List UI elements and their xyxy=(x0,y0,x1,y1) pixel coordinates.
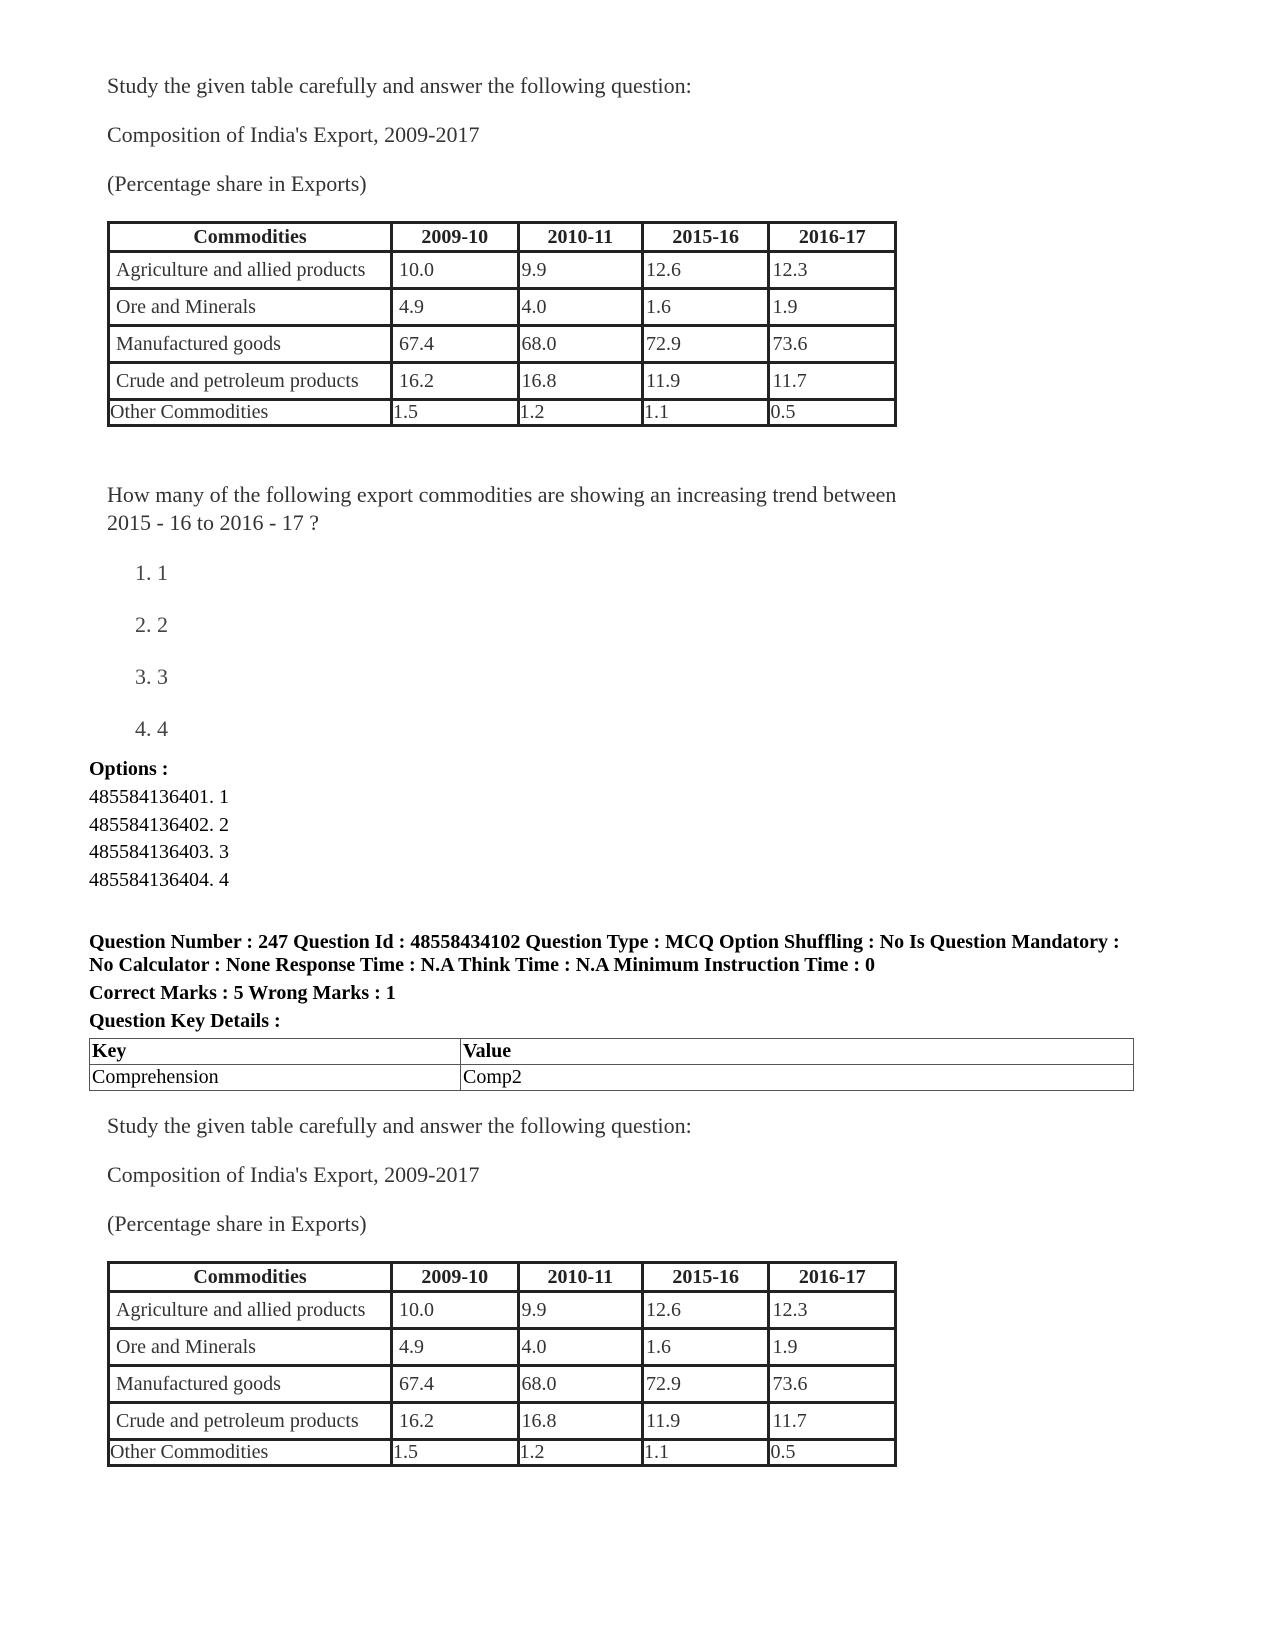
value-cell: 68.0 xyxy=(518,326,642,363)
value-cell: 73.6 xyxy=(769,326,896,363)
table-row xyxy=(90,1065,1134,1091)
value-cell: 4.9 xyxy=(392,1329,519,1366)
value-cell: 9.9 xyxy=(518,252,642,289)
key-table-header-row xyxy=(90,1039,1134,1065)
question-text xyxy=(107,481,896,537)
value-cell: 10.0 xyxy=(392,252,519,289)
value-cell: 0.5 xyxy=(769,400,896,426)
table-subtitle: (Percentage share in Exports) xyxy=(107,171,367,196)
key-cell: Comprehension xyxy=(90,1065,461,1091)
value-cell: 1.2 xyxy=(518,1440,642,1466)
value-cell: Comp2 xyxy=(461,1065,1134,1091)
table-row xyxy=(109,252,896,289)
commodity-cell: Other Commodities xyxy=(109,400,392,426)
value-cell: 16.8 xyxy=(518,363,642,400)
table-subtitle: (Percentage share in Exports) xyxy=(107,1211,367,1236)
header-2010-11: 2010-11 xyxy=(518,223,642,252)
value-header: Value xyxy=(461,1039,1134,1065)
value-cell: 4.9 xyxy=(392,289,519,326)
value-cell: 10.0 xyxy=(392,1292,519,1329)
table-row xyxy=(109,400,896,426)
commodity-cell: Crude and petroleum products xyxy=(109,1403,392,1440)
value-cell: 1.9 xyxy=(769,289,896,326)
header-2010-11: 2010-11 xyxy=(518,1263,642,1292)
value-cell: 1.1 xyxy=(642,400,769,426)
question-meta-line: No Calculator : None Response Time : N.A Think Time : N.A Minimum Instruction Time : 0 xyxy=(89,954,875,976)
value-cell: 73.6 xyxy=(769,1366,896,1403)
value-cell: 1.6 xyxy=(642,1329,769,1366)
value-cell: 16.2 xyxy=(392,1403,519,1440)
question-meta-line: Question Number : 247 Question Id : 48558434102 Question Type : MCQ Option Shuffling : No Is Question Mandatory : xyxy=(89,931,1120,953)
value-cell: 11.9 xyxy=(642,363,769,400)
value-cell: 12.6 xyxy=(642,252,769,289)
option-item: 485584136404. 4 xyxy=(89,869,229,891)
value-cell: 12.3 xyxy=(769,1292,896,1329)
choice-item: 3. 3 xyxy=(135,664,168,689)
value-cell: 72.9 xyxy=(642,1366,769,1403)
commodity-cell: Agriculture and allied products xyxy=(109,252,392,289)
table-row xyxy=(109,1403,896,1440)
table-row xyxy=(109,1292,896,1329)
value-cell: 11.7 xyxy=(769,363,896,400)
header-2015-16: 2015-16 xyxy=(642,1263,769,1292)
commodity-cell: Other Commodities xyxy=(109,1440,392,1466)
value-cell: 67.4 xyxy=(392,326,519,363)
option-item: 485584136403. 3 xyxy=(89,841,229,863)
passage-instruction: Study the given table carefully and answer the following question: xyxy=(107,73,692,98)
header-commodities: Commodities xyxy=(109,1263,392,1292)
table-row xyxy=(109,326,896,363)
export-table xyxy=(107,1261,897,1467)
choice-item: 2. 2 xyxy=(135,612,168,637)
header-2009-10: 2009-10 xyxy=(392,223,519,252)
value-cell: 1.5 xyxy=(392,1440,519,1466)
value-cell: 12.3 xyxy=(769,252,896,289)
value-cell: 1.2 xyxy=(518,400,642,426)
table-title: Composition of India's Export, 2009-2017 xyxy=(107,1162,480,1187)
value-cell: 68.0 xyxy=(518,1366,642,1403)
key-details-table xyxy=(89,1038,1134,1091)
header-2016-17: 2016-17 xyxy=(769,1263,896,1292)
value-cell: 1.6 xyxy=(642,289,769,326)
value-cell: 11.7 xyxy=(769,1403,896,1440)
commodity-cell: Crude and petroleum products xyxy=(109,363,392,400)
question-text-line: 2015 - 16 to 2016 - 17 ? xyxy=(107,510,320,535)
header-2015-16: 2015-16 xyxy=(642,223,769,252)
options-heading: Options : xyxy=(89,758,169,780)
value-cell: 16.8 xyxy=(518,1403,642,1440)
value-cell: 72.9 xyxy=(642,326,769,363)
value-cell: 1.1 xyxy=(642,1440,769,1466)
key-details-heading: Question Key Details : xyxy=(89,1010,281,1032)
question-text-line: How many of the following export commodities are showing an increasing trend between xyxy=(107,482,897,507)
option-item: 485584136402. 2 xyxy=(89,814,229,836)
value-cell: 67.4 xyxy=(392,1366,519,1403)
passage-instruction: Study the given table carefully and answer the following question: xyxy=(107,1113,692,1138)
export-table xyxy=(107,221,897,427)
value-cell: 1.9 xyxy=(769,1329,896,1366)
commodity-cell: Agriculture and allied products xyxy=(109,1292,392,1329)
commodity-cell: Ore and Minerals xyxy=(109,1329,392,1366)
commodity-cell: Manufactured goods xyxy=(109,326,392,363)
value-cell: 4.0 xyxy=(518,1329,642,1366)
value-cell: 16.2 xyxy=(392,363,519,400)
value-cell: 9.9 xyxy=(518,1292,642,1329)
value-cell: 11.9 xyxy=(642,1403,769,1440)
table-row xyxy=(109,289,896,326)
header-2016-17: 2016-17 xyxy=(769,223,896,252)
choice-item: 4. 4 xyxy=(135,716,168,741)
option-item: 485584136401. 1 xyxy=(89,786,229,808)
choice-item: 1. 1 xyxy=(135,560,168,585)
key-header: Key xyxy=(90,1039,461,1065)
value-cell: 4.0 xyxy=(518,289,642,326)
table-row xyxy=(109,1366,896,1403)
table-row xyxy=(109,1329,896,1366)
table-header-row xyxy=(109,1263,896,1292)
table-header-row xyxy=(109,223,896,252)
commodity-cell: Ore and Minerals xyxy=(109,289,392,326)
commodity-cell: Manufactured goods xyxy=(109,1366,392,1403)
marks-line: Correct Marks : 5 Wrong Marks : 1 xyxy=(89,982,396,1004)
header-commodities: Commodities xyxy=(109,223,392,252)
table-row xyxy=(109,363,896,400)
value-cell: 12.6 xyxy=(642,1292,769,1329)
header-2009-10: 2009-10 xyxy=(392,1263,519,1292)
table-row xyxy=(109,1440,896,1466)
value-cell: 1.5 xyxy=(392,400,519,426)
table-title: Composition of India's Export, 2009-2017 xyxy=(107,122,480,147)
value-cell: 0.5 xyxy=(769,1440,896,1466)
